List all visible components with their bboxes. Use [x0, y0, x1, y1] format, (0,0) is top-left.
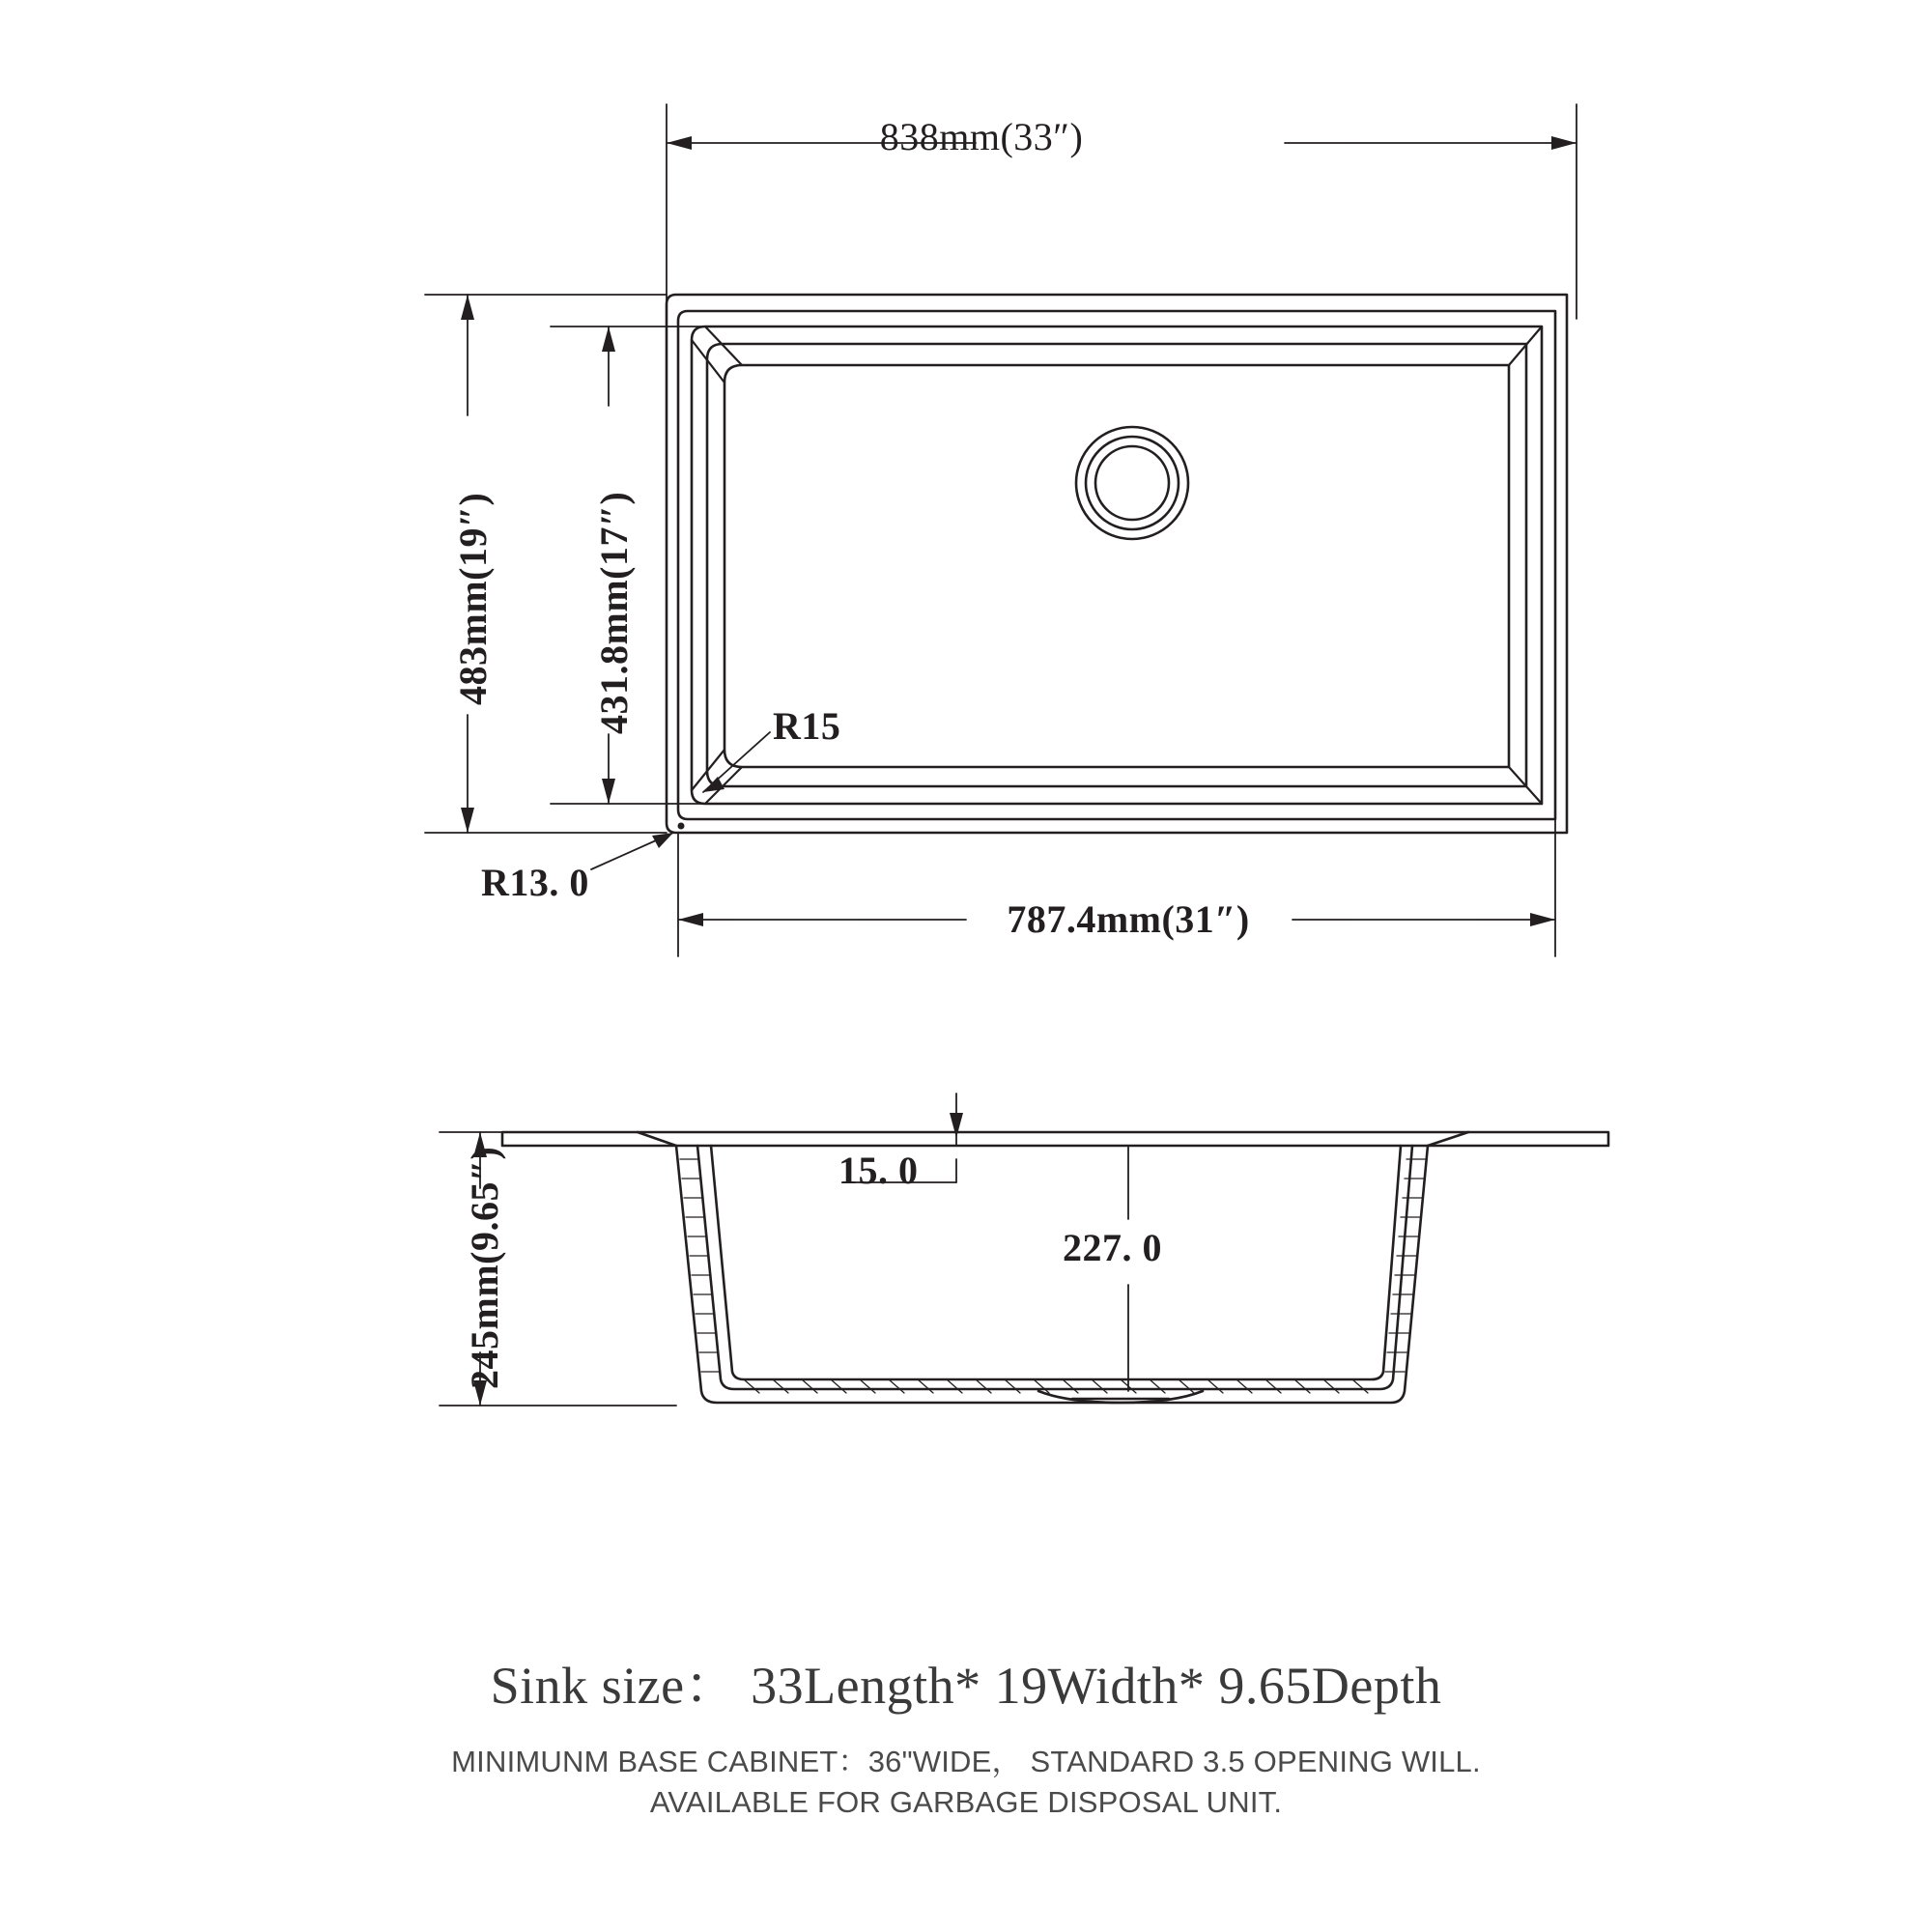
top-view-bowl-depth-label: 431.8mm(17″)	[592, 491, 636, 734]
outer-corner-radius-label: R13. 0	[481, 861, 589, 904]
sink-bowl-floor-outline	[724, 365, 1509, 767]
section-drain-recess	[1038, 1391, 1203, 1403]
rim-thickness-label: 15. 0	[838, 1149, 919, 1192]
section-sink-outline	[502, 1132, 1608, 1403]
top-view-overall-depth-label: 483mm(19″)	[451, 492, 495, 705]
cabinet-note-line-2: AVAILABLE FOR GARBAGE DISPOSAL UNIT.	[649, 1785, 1283, 1819]
top-view-overall-width-label: 838mm(33″)	[879, 115, 1084, 158]
section-overall-height-label: 245mm(9.65″)	[463, 1146, 506, 1389]
inner-depth-label: 227. 0	[1063, 1226, 1162, 1269]
r13-corner-point	[678, 823, 685, 830]
section-hatching	[680, 1159, 1426, 1393]
inner-radius-label: R15	[773, 704, 841, 748]
drain-opening-icon	[1076, 427, 1188, 539]
cabinet-note-line-1: MINIMUNM BASE CABINET：36"WIDE， STANDARD 3.5 OPENING WILL.	[451, 1745, 1481, 1778]
top-view-width-extension-lines	[667, 104, 1577, 319]
sink-size-caption: Sink size： 33Length* 19Width* 9.65Depth	[490, 1657, 1442, 1715]
r13-leader-line	[591, 833, 673, 869]
top-view-width-dimension-line	[667, 136, 1577, 150]
top-view-bowl-width-label: 787.4mm(31″)	[1007, 897, 1250, 941]
sink-outer-deck-outline	[667, 295, 1567, 833]
